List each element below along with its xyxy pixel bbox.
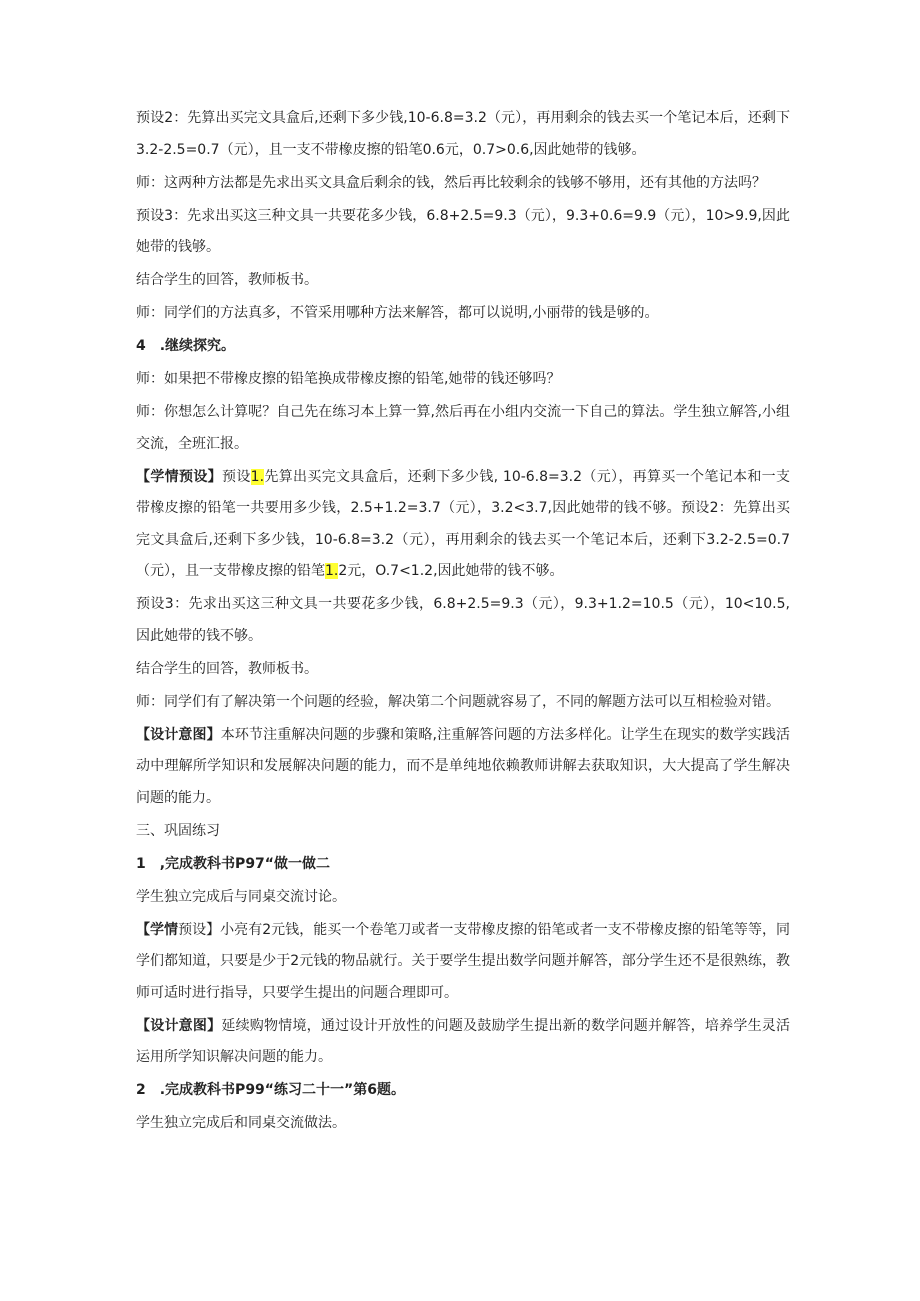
paragraph [136,265,790,297]
paragraph [136,589,790,652]
bold-text: 【学情预设】 [136,468,222,485]
paragraph [136,1011,790,1074]
paragraph-text: 师：你想怎么计算呢？自己先在练习本上算一算,然后再在小组内交流一下自己的算法。学生独立解答,小组交流，全班汇报。 [136,404,790,452]
paragraph [136,882,790,914]
paragraph-text: 预设3：先求出买这三种文具一共要花多少钱，6.8+2.5=9.3（元），9.3+0.6=9.9（元），10>9.9,因此她带的钱够。 [136,207,790,255]
highlighted-text: 1. [325,563,339,579]
paragraph [136,654,790,686]
paragraph-text: 先算出买完文具盒后，还剩下多少钱, 10-6.8=3.2（元），再算买一个笔记本和一支带橡皮擦的铅笔一共要用多少钱，2.5+1.2=3.7（元），3.2<3.7,因此她带的钱不够。预设2：先算出买完文具盒后,还剩下多少钱，10-6.8=3.2（元），再用剩余的钱去买一个笔记本后，还剩下3.2-2.5=0.7（元），且一支带橡皮擦的铅笔 [136,468,791,579]
paragraph-text: 2元，O.7<1.2,因此她带的钱不够。 [338,563,564,579]
paragraph-text: 三、巩固练习 [136,822,220,839]
bold-text: 【设计意图】 [136,1017,222,1034]
paragraph-text: 结合学生的回答，教师板书。 [136,272,318,288]
paragraph [136,201,790,264]
paragraph [136,103,790,166]
bold-text: 4 .继续探究。 [136,338,236,354]
paragraph-text: 师：这两种方法都是先求出买文具盒后剩余的钱，然后再比较剩余的钱够不够用，还有其他的方法吗？ [136,174,766,191]
paragraph [136,849,790,881]
paragraph [136,168,790,200]
bold-text: 【学情 [136,921,179,938]
paragraph [136,1108,790,1140]
paragraph-text: 师：如果把不带橡皮擦的铅笔换成带橡皮擦的铅笔,她带的钱还够吗？ [136,371,561,387]
paragraph [136,1075,790,1107]
paragraph-text: 本环节注重解决问题的步骤和策略,注重解答问题的方法多样化。让学生在现实的数学实践活动中理解所学知识和发展解决问题的能力，而不是单纯地依赖教师讲解去获取知识，大大提高了学生解决问题的能力。 [136,726,791,806]
bold-text: 2 .完成教科书P99“练习二十一”第6题。 [136,1082,405,1098]
paragraph [136,331,790,363]
paragraph-text: 预设】小亮有2元钱，能买一个卷笔刀或者一支带橡皮擦的铅笔或者一支不带橡皮擦的铅笔等等，同学们都知道，只要是少于2元钱的物品就行。关于要学生提出数学问题并解答，部分学生还不是很熟练，教师可适时进行指导，只要学生提出的问题合理即可。 [136,921,791,1001]
paragraph [136,915,790,1010]
paragraph [136,364,790,396]
paragraph-text: 预设2：先算出买完文具盒后,还剩下多少钱,10-6.8=3.2（元），再用剩余的钱去买一个笔记本后，还剩下3.2-2.5=0.7（元），且一支不带橡皮擦的铅笔0.6元，0.7>0.6,因此她带的钱够。 [136,110,790,158]
document-page [136,103,790,1141]
paragraph [136,816,790,848]
paragraph [136,720,790,815]
paragraph-text: 预设 [222,468,251,485]
paragraph [136,687,790,719]
paragraph-text: 师：同学们有了解决第一个问题的经验，解决第二个问题就容易了，不同的解题方法可以互相检验对错。 [136,693,780,710]
paragraph-text: 预设3：先求出买这三种文具一共要花多少钱，6.8+2.5=9.3（元），9.3+1.2=10.5（元），10<10.5,因此她带的钱不够。 [136,596,790,644]
paragraph [136,462,790,588]
highlighted-text: 1. [250,468,265,485]
paragraph-text: 师：同学们的方法真多，不管采用哪种方法来解答，都可以说明,小丽带的钱是够的。 [136,305,659,321]
paragraph [136,397,790,460]
paragraph-text: 结合学生的回答，教师板书。 [136,660,318,677]
paragraph-text: 学生独立完成后和同桌交流做法。 [136,1115,346,1131]
paragraph-text: 学生独立完成后与同桌交流讨论。 [136,888,346,905]
paragraph-text: 延续购物情境，通过设计开放性的问题及鼓励学生提出新的数学问题并解答，培养学生灵活运用所学知识解决问题的能力。 [136,1017,791,1065]
paragraph [136,298,790,330]
bold-text: 【设计意图】 [136,726,221,743]
bold-text: 1 ,完成教科书P97“做一做二 [136,855,331,872]
